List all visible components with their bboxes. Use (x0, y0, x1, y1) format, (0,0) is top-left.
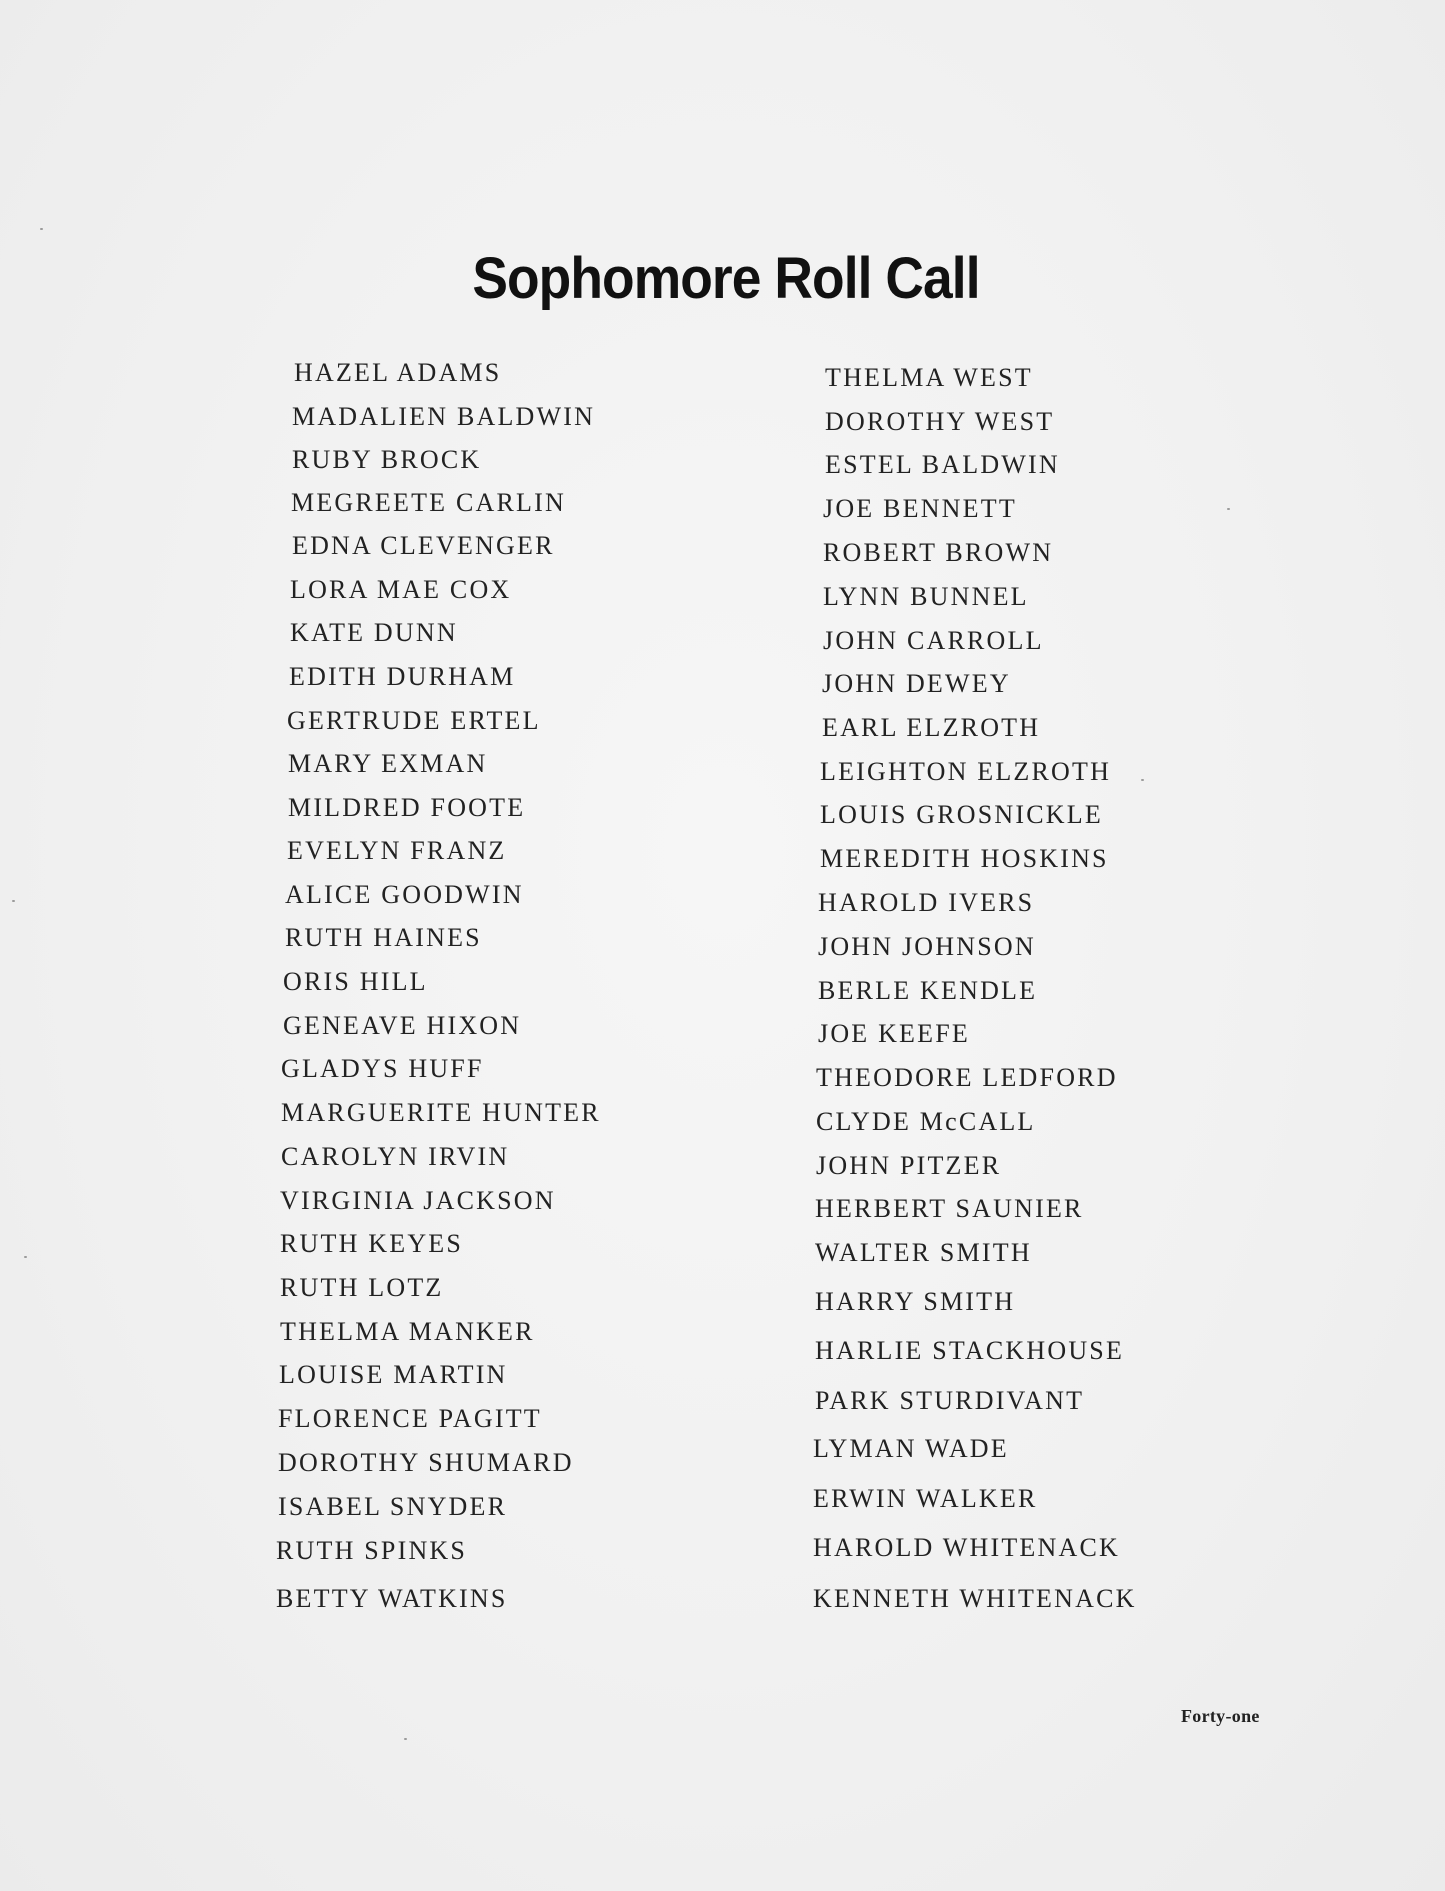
right-name-13: HAROLD IVERS (818, 888, 1035, 917)
left-name-2: MADALIEN BALDWIN (292, 402, 596, 431)
right-name-22: HARRY SMITH (815, 1287, 1016, 1316)
left-name-21: RUTH KEYES (280, 1229, 464, 1258)
left-name-16: GENEAVE HIXON (283, 1011, 522, 1040)
right-name-11: LOUIS GROSNICKLE (820, 800, 1103, 829)
paper-speck (1141, 779, 1144, 781)
paper-speck (24, 1256, 27, 1258)
right-name-19: JOHN PITZER (816, 1151, 1002, 1180)
right-name-21: WALTER SMITH (815, 1238, 1032, 1267)
left-name-3: RUBY BROCK (292, 445, 482, 474)
left-name-18: MARGUERITE HUNTER (281, 1098, 601, 1127)
left-name-22: RUTH LOTZ (280, 1273, 444, 1302)
paper-speck (404, 1738, 407, 1740)
right-name-26: ERWIN WALKER (813, 1484, 1038, 1513)
right-name-24: PARK STURDIVANT (815, 1386, 1085, 1415)
right-name-15: BERLE KENDLE (818, 976, 1038, 1005)
left-name-10: MARY EXMAN (288, 749, 488, 778)
left-name-11: MILDRED FOOTE (288, 793, 526, 822)
right-name-23: HARLIE STACKHOUSE (815, 1336, 1125, 1365)
right-name-18: CLYDE McCALL (816, 1107, 1036, 1136)
right-name-4: JOE BENNETT (823, 494, 1017, 523)
right-name-28: KENNETH WHITENACK (813, 1584, 1137, 1613)
left-name-6: LORA MAE COX (290, 575, 512, 604)
paper-speck (40, 228, 43, 230)
paper-speck (12, 900, 15, 902)
right-name-3: ESTEL BALDWIN (825, 450, 1060, 479)
right-name-9: EARL ELZROTH (822, 713, 1041, 742)
left-name-13: ALICE GOODWIN (285, 880, 524, 909)
left-name-8: EDITH DURHAM (289, 662, 516, 691)
right-name-14: JOHN JOHNSON (818, 932, 1036, 961)
left-name-9: GERTRUDE ERTEL (287, 706, 541, 735)
left-name-7: KATE DUNN (290, 618, 458, 647)
left-name-19: CAROLYN IRVIN (281, 1142, 510, 1171)
left-name-29: BETTY WATKINS (276, 1584, 508, 1613)
left-name-28: RUTH SPINKS (276, 1536, 468, 1565)
page-title: Sophomore Roll Call (472, 246, 980, 311)
left-name-24: LOUISE MARTIN (279, 1360, 508, 1389)
right-name-7: JOHN CARROLL (823, 626, 1044, 655)
page-number: Forty-one (1181, 1706, 1260, 1726)
paper-speck (1227, 508, 1230, 510)
left-name-17: GLADYS HUFF (281, 1054, 484, 1083)
left-name-25: FLORENCE PAGITT (278, 1404, 542, 1433)
right-name-10: LEIGHTON ELZROTH (820, 757, 1112, 786)
right-name-6: LYNN BUNNEL (823, 582, 1029, 611)
left-name-1: HAZEL ADAMS (294, 358, 502, 387)
left-name-23: THELMA MANKER (280, 1317, 535, 1346)
right-name-25: LYMAN WADE (813, 1434, 1009, 1463)
left-name-27: ISABEL SNYDER (278, 1492, 508, 1521)
left-name-26: DOROTHY SHUMARD (278, 1448, 574, 1477)
right-name-16: JOE KEEFE (818, 1019, 970, 1048)
right-name-12: MEREDITH HOSKINS (820, 844, 1109, 873)
right-name-8: JOHN DEWEY (822, 669, 1011, 698)
right-name-27: HAROLD WHITENACK (813, 1533, 1120, 1562)
right-name-2: DOROTHY WEST (825, 407, 1055, 436)
left-name-12: EVELYN FRANZ (287, 836, 507, 865)
left-name-15: ORIS HILL (283, 967, 428, 996)
right-name-1: THELMA WEST (825, 363, 1033, 392)
right-name-5: ROBERT BROWN (823, 538, 1054, 567)
left-name-4: MEGREETE CARLIN (291, 488, 566, 517)
left-name-20: VIRGINIA JACKSON (280, 1186, 556, 1215)
left-name-5: EDNA CLEVENGER (292, 531, 555, 560)
right-name-17: THEODORE LEDFORD (816, 1063, 1118, 1092)
right-name-20: HERBERT SAUNIER (815, 1194, 1084, 1223)
left-name-14: RUTH HAINES (285, 923, 482, 952)
